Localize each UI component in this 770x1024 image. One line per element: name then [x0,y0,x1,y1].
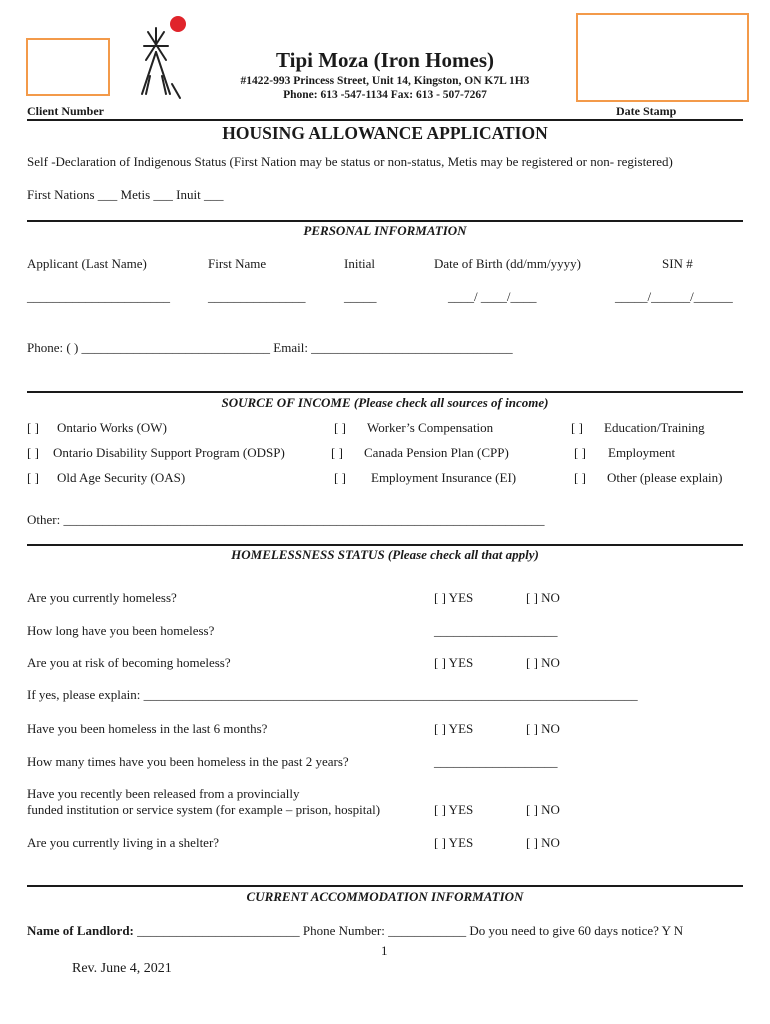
income-divider [27,391,743,393]
income-heading: SOURCE OF INCOME (Please check all sources of income) [221,395,549,410]
no-checkbox[interactable]: [ ] NO [526,721,560,736]
first-name-label: First Name [208,256,267,271]
homeless-duration-field[interactable]: ___________________ [434,623,558,638]
initial-label: Initial [344,256,376,271]
homeless-heading: HOMELESSNESS STATUS (Please check all that apply) [231,547,539,562]
income-option-other: Other (please explain) [607,470,723,485]
accommodation-divider [27,885,743,887]
date-stamp-label: Date Stamp [616,104,677,118]
income-checkbox[interactable]: [ ] [27,420,39,435]
income-checkbox[interactable]: [ ] [27,470,39,485]
income-option-oas: Old Age Security (OAS) [57,470,186,485]
income-option-cpp: Canada Pension Plan (CPP) [364,445,509,460]
income-checkbox[interactable]: [ ] [334,470,346,485]
homeless-q1: Are you currently homeless? [27,590,177,605]
no-checkbox[interactable]: [ ] NO [526,802,560,817]
landlord-fields[interactable]: _________________________ Phone Number: ____________ Do you need to give 60 days notice? Y N [133,923,684,938]
homeless-divider [27,544,743,546]
income-option-odsp: Ontario Disability Support Program (ODSP) [53,445,285,460]
header-divider [27,119,743,121]
no-checkbox[interactable]: [ ] NO [526,655,560,670]
yes-checkbox[interactable]: [ ] YES [434,721,474,736]
phone-email-line[interactable]: Phone: ( ) _____________________________ Email: _______________________________ [27,340,513,355]
income-checkbox[interactable]: [ ] [27,445,39,460]
homeless-q2: How long have you been homeless? [27,623,215,638]
indigenous-status-options[interactable]: First Nations ___ Metis ___ Inuit ___ [27,187,224,202]
self-declaration-text: Self -Declaration of Indigenous Status (First Nation may be status or non-status, Metis may be registered or non- registered) [27,154,673,169]
homeless-q6-line1: Have you recently been released from a provincially [27,786,300,801]
yes-checkbox[interactable]: [ ] YES [434,835,474,850]
income-option-workers-comp: Worker’s Compensation [367,420,494,435]
dob-label: Date of Birth (dd/mm/yyyy) [434,256,581,271]
landlord-label: Name of Landlord: [27,923,134,938]
page-number: 1 [381,943,388,958]
no-checkbox[interactable]: [ ] NO [526,835,560,850]
revision-date: Rev. June 4, 2021 [72,961,172,976]
income-checkbox[interactable]: [ ] [571,420,583,435]
last-name-label: Applicant (Last Name) [27,256,147,271]
homeless-count-field[interactable]: ___________________ [434,754,558,769]
org-name: Tipi Moza (Iron Homes) [276,48,494,72]
client-number-box[interactable] [26,38,110,96]
yes-checkbox[interactable]: [ ] YES [434,655,474,670]
accommodation-heading: CURRENT ACCOMMODATION INFORMATION [246,889,524,904]
income-checkbox[interactable]: [ ] [334,420,346,435]
homeless-q6-line2: funded institution or service system (for example – prison, hospital) [27,802,381,817]
first-name-field[interactable]: _______________ [208,289,306,304]
homeless-q7: Are you currently living in a shelter? [27,835,220,850]
homeless-q3: Are you at risk of becoming homeless? [27,655,231,670]
sin-label: SIN # [662,256,693,271]
sin-field[interactable]: _____/______/______ [615,289,733,304]
income-option-ow: Ontario Works (OW) [57,420,167,435]
last-name-field[interactable]: ______________________ [27,289,170,304]
income-option-ei: Employment Insurance (EI) [371,470,517,485]
client-number-label: Client Number [27,104,104,118]
org-phone-fax: Phone: 613 -547-1134 Fax: 613 - 507-7267 [283,89,487,101]
landlord-line[interactable] [27,923,683,939]
homeless-q4: Have you been homeless in the last 6 months? [27,721,268,736]
personal-heading: PERSONAL INFORMATION [303,223,467,238]
no-checkbox[interactable]: [ ] NO [526,590,560,605]
homeless-q5: How many times have you been homeless in the past 2 years? [27,754,349,769]
yes-checkbox[interactable]: [ ] YES [434,590,474,605]
income-checkbox[interactable]: [ ] [331,445,343,460]
income-checkbox[interactable]: [ ] [574,445,586,460]
dob-field[interactable]: ____/ ____/____ [448,289,537,304]
form-title: HOUSING ALLOWANCE APPLICATION [222,123,548,143]
income-option-employment: Employment [608,445,676,460]
homeless-explain-line[interactable]: If yes, please explain: ____________________________________________________________________________ [27,687,638,702]
personal-divider [27,220,743,222]
income-other-line[interactable]: Other: __________________________________________________________________________ [27,512,545,527]
income-option-education: Education/Training [604,420,705,435]
income-checkbox[interactable]: [ ] [574,470,586,485]
yes-checkbox[interactable]: [ ] YES [434,802,474,817]
org-address: #1422-993 Princess Street, Unit 14, Kingston, ON K7L 1H3 [240,75,530,87]
initial-field[interactable]: _____ [344,289,377,304]
